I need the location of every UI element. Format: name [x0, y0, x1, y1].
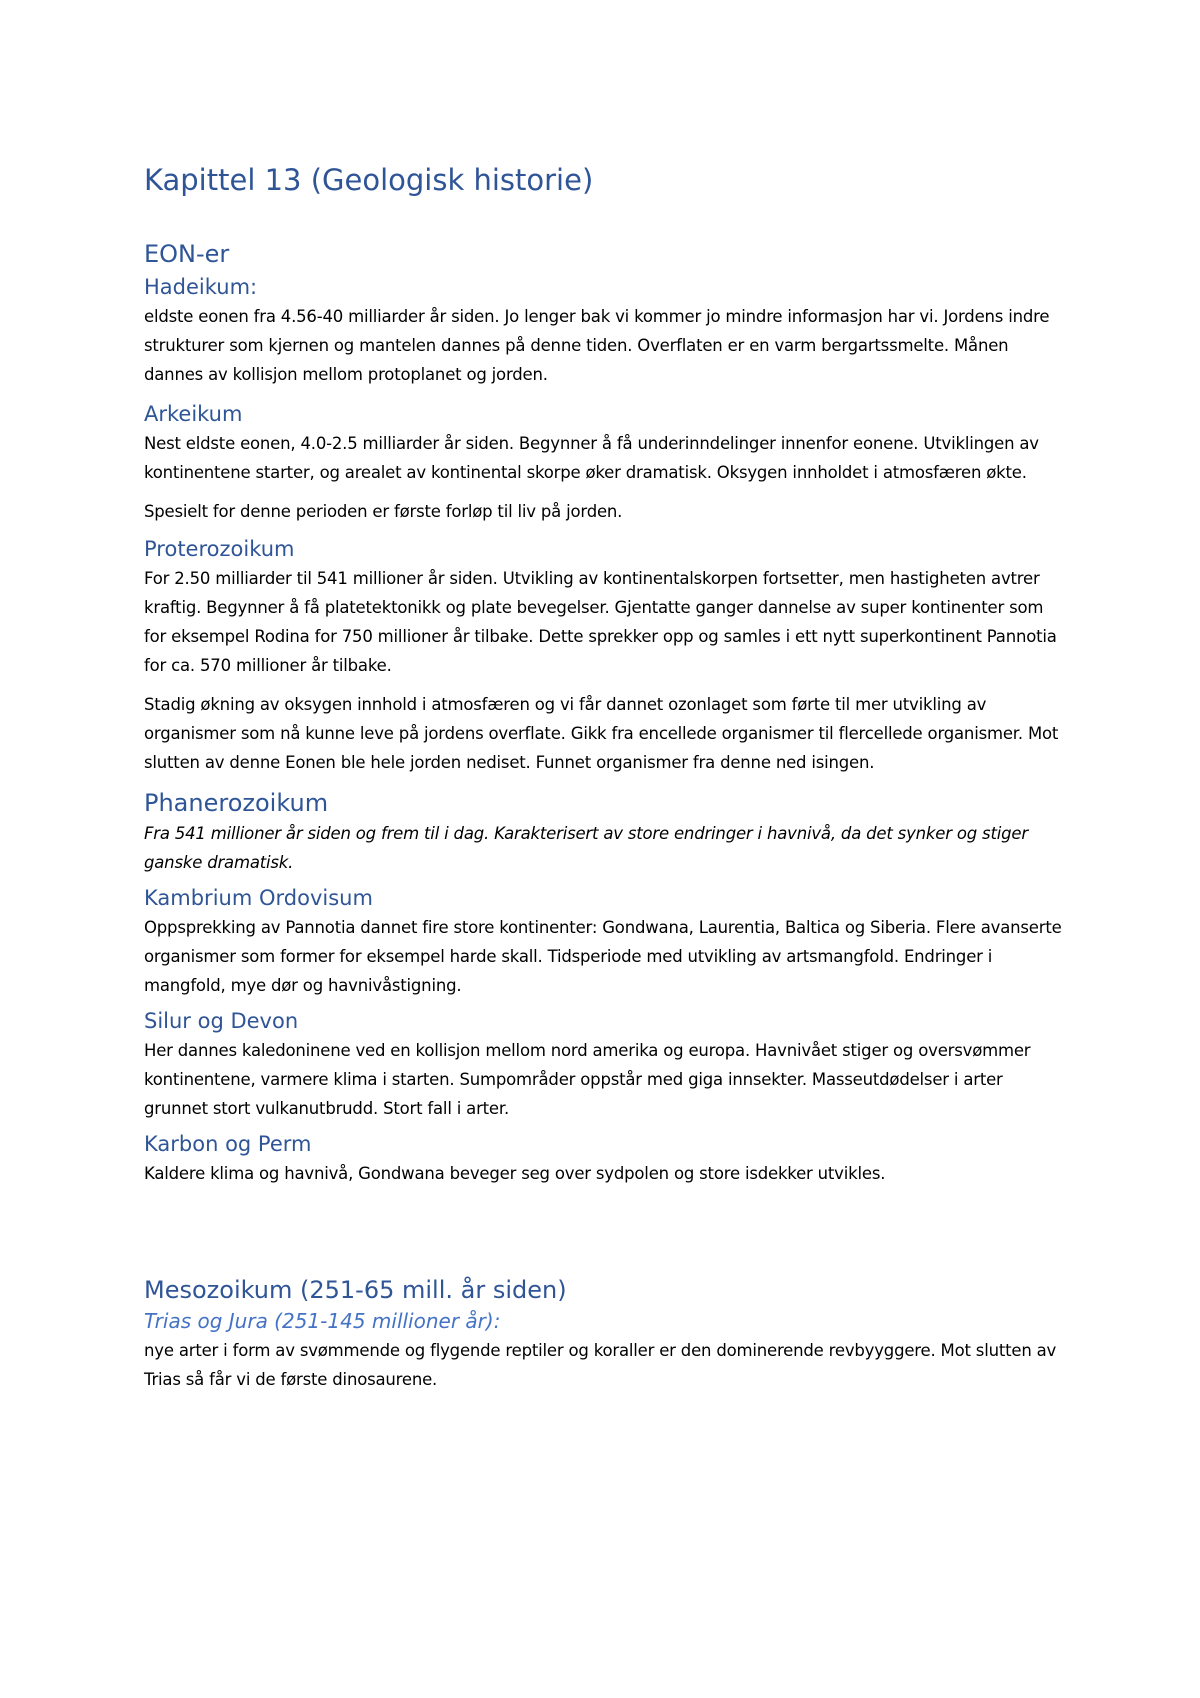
period-heading-karbon-perm: Karbon og Perm — [144, 1132, 312, 1156]
section-spacer — [144, 1194, 1064, 1274]
paragraph-karbon-perm: Kaldere klima og havnivå, Gondwana beveger seg over sydpolen og store isdekker utvikles. — [144, 1164, 886, 1183]
eon-heading: EON-er — [144, 240, 230, 268]
paragraph-kambrium-ordovisum: Oppsprekking av Pannotia dannet fire store kontinenter: Gondwana, Laurentia, Baltica og Siberia. Flere avanserte organismer som former for eksempel harde skall. Tidsperiode med utvikling av artsmangfold. Endringer i mangfold, mye dør og havnivåstigning. — [144, 918, 1062, 995]
paragraph-trias-jura: nye arter i form av svømmende og flygende reptiler og koraller er den dominerende revbyyggere. Mot slutten av Trias så får vi de første dinosaurene. — [144, 1341, 1057, 1389]
section-heading-hadeikum: Hadeikum: — [144, 275, 258, 299]
document-body — [144, 160, 1064, 1400]
mesozoikum-subheading: Trias og Jura (251-145 millioner år): — [144, 1309, 501, 1333]
mesozoikum-heading: Mesozoikum (251-65 mill. år siden) — [144, 1276, 567, 1304]
paragraph-proterozoikum-1: For 2.50 milliarder til 541 millioner år siden. Utvikling av kontinentalskorpen fortsetter, men hastigheten avtrer kraftig. Begynner å få platetektonikk og plate bevegelser. Gjentatte ganger dannelse av super kontinenter som for eksempel Rodina for 750 millioner år tilbake. Dette sprekker opp og samles i ett nytt superkontinent Pannotia for ca. 570 millioner år tilbake. — [144, 569, 1057, 675]
phanerozoikum-intro: Fra 541 millioner år siden og frem til i dag. Karakterisert av store endringer i havnivå, da det synker og stiger ganske dramatisk. — [144, 824, 1028, 872]
phanerozoikum-heading: Phanerozoikum — [144, 789, 329, 817]
period-heading-silur-devon: Silur og Devon — [144, 1009, 299, 1033]
paragraph-proterozoikum-2: Stadig økning av oksygen innhold i atmosfæren og vi får dannet ozonlaget som førte til mer utvikling av organismer som nå kunne leve på jordens overflate. Gikk fra encellede organismer til flercellede organismer. Mot slutten av denne Eonen ble hele jorden nediset. Funnet organismer fra denne ned isingen. — [144, 695, 1059, 772]
section-heading-proterozoikum: Proterozoikum — [144, 537, 295, 561]
section-heading-arkeikum: Arkeikum — [144, 402, 243, 426]
paragraph-arkeikum-2: Spesielt for denne perioden er første forløp til liv på jorden. — [144, 502, 623, 521]
paragraph-arkeikum-1: Nest eldste eonen, 4.0-2.5 milliarder år siden. Begynner å få underinndelinger innenfor eonene. Utviklingen av kontinentene starter, og arealet av kontinental skorpe øker dramatisk. Oksygen innholdet i atmosfæren økte. — [144, 434, 1039, 482]
page-title: Kapittel 13 (Geologisk historie) — [144, 163, 594, 197]
paragraph-silur-devon: Her dannes kaledoninene ved en kollisjon mellom nord amerika og europa. Havnivået stiger og oversvømmer kontinentene, varmere klima i starten. Sumpområder oppstår med giga innsekter. Masseutdødelser i arter grunnet stort vulkanutbrudd. Stort fall i arter. — [144, 1041, 1031, 1118]
period-heading-kambrium-ordovisum: Kambrium Ordovisum — [144, 886, 373, 910]
paragraph-hadeikum: eldste eonen fra 4.56-40 milliarder år siden. Jo lenger bak vi kommer jo mindre informasjon har vi. Jordens indre strukturer som kjernen og mantelen dannes på denne tiden. Overflaten er en varm bergartssmelte. Månen dannes av kollisjon mellom protoplanet og jorden. — [144, 307, 1050, 384]
